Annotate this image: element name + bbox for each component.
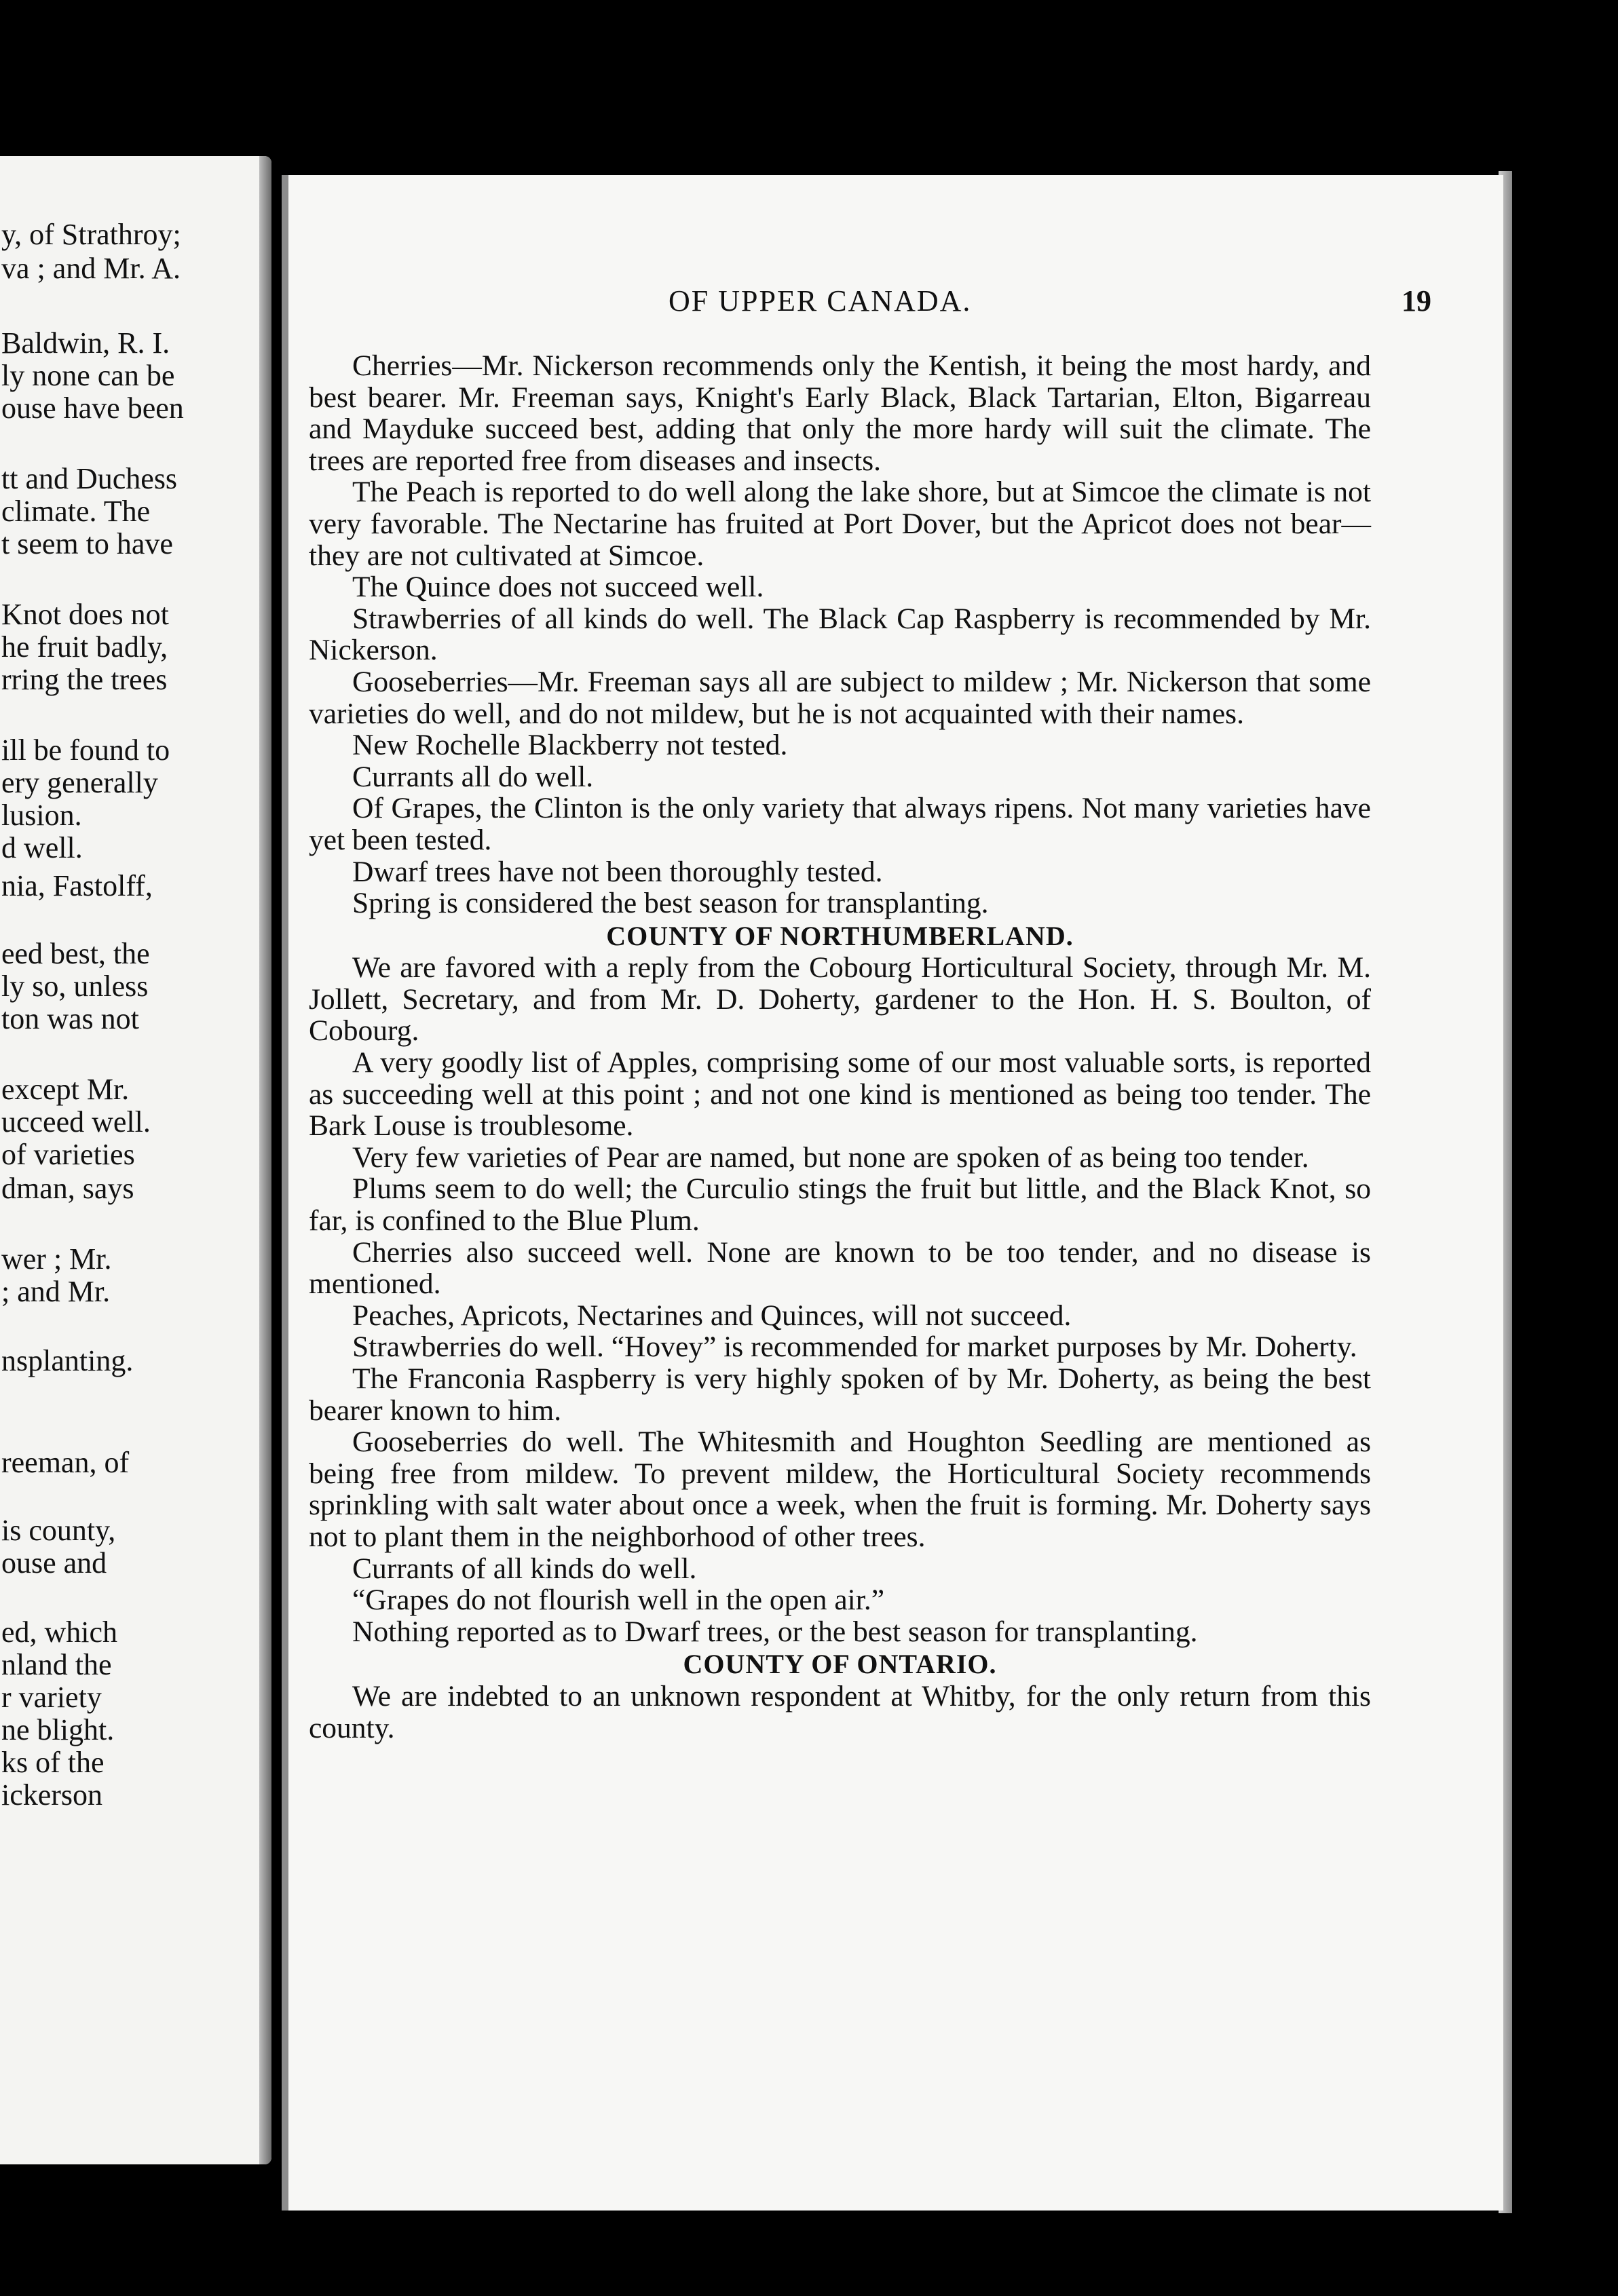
paragraph: Dwarf trees have not been thoroughly tested.	[352, 855, 883, 888]
left-page-line: he fruit badly,	[1, 630, 168, 664]
left-page-line: ks of the	[1, 1746, 105, 1779]
left-page-line: rring the trees	[1, 663, 168, 696]
left-page-line: except Mr.	[1, 1073, 130, 1106]
paragraph: A very goodly list of Apples, comprising some of our most valuable sorts, is reported as succeeding well at this point ; and not one kind is mentioned as being too tender. The Bark Louse is troublesome.	[309, 1046, 1371, 1143]
left-page-line: of varieties	[1, 1138, 135, 1171]
paragraph: Plums seem to do well; the Curculio stings the fruit but little, and the Black Knot, so far, is confined to the Blue Plum.	[309, 1172, 1371, 1238]
paragraph: We are favored with a reply from the Cobourg Horticultural Society, through Mr. M. Jollett, Secretary, and from Mr. D. Doherty, gardener to the Hon. H. S. Boulton, of Cobourg.	[309, 951, 1371, 1048]
left-page-line: d well.	[1, 831, 83, 864]
left-page-line: eed best, the	[1, 937, 150, 970]
right-page	[282, 175, 1503, 2211]
paragraph: “Grapes do not flourish well in the open air.”	[352, 1584, 884, 1617]
left-page-line: wer ; Mr.	[1, 1242, 112, 1276]
paragraph: Strawberries do well. “Hovey” is recommended for market purposes by Mr. Doherty.	[352, 1331, 1357, 1364]
left-page-line: r variety	[1, 1681, 102, 1714]
left-page-line: ly so, unless	[1, 970, 149, 1003]
left-page-line: va ; and Mr. A.	[1, 252, 181, 285]
section-heading-ontario: COUNTY OF ONTARIO.	[683, 1649, 997, 1680]
left-page-line: tt and Duchess	[1, 462, 178, 495]
page-header	[288, 284, 1503, 322]
left-page-line: ; and Mr.	[1, 1275, 111, 1308]
paragraph: Peaches, Apricots, Nectarines and Quinces, will not succeed.	[352, 1299, 1072, 1332]
book-gutter	[259, 156, 271, 2164]
paragraph: Cherries also succeed well. None are known to be too tender, and no disease is mentioned.	[309, 1236, 1371, 1301]
left-page-line: Baldwin, R. I.	[1, 326, 170, 360]
paragraph: Gooseberries do well. The Whitesmith and Houghton Seedling are mentioned as being free from mildew. To prevent mildew, the Horticultural Society recommends sprinkling with salt water about once a week, when the fruit is forming. Mr. Doherty says not to plant them in the neighborhood of other trees.	[309, 1426, 1371, 1553]
left-page-line: ery generally	[1, 766, 158, 799]
left-page-line: ouse and	[1, 1546, 107, 1580]
paragraph: We are indebted to an unknown respondent at Whitby, for the only return from this county.	[309, 1679, 1371, 1744]
left-page-line: y, of Strathroy;	[1, 218, 181, 251]
left-page-line: ton was not	[1, 1002, 139, 1035]
left-page-line: t seem to have	[1, 527, 173, 560]
running-head: OF UPPER CANADA.	[669, 284, 972, 318]
left-page-line: ed, which	[1, 1615, 118, 1649]
left-page	[0, 156, 271, 2164]
left-page-line: ouse have been	[1, 391, 184, 425]
paragraph: Nothing reported as to Dwarf trees, or the best season for transplanting.	[352, 1615, 1198, 1648]
paragraph: Gooseberries—Mr. Freeman says all are subject to mildew ; Mr. Nickerson that some varieties do well, and do not mildew, but he is not acquainted with their names.	[309, 665, 1371, 730]
paragraph: Spring is considered the best season for transplanting.	[352, 887, 989, 920]
left-page-line: reeman, of	[1, 1446, 130, 1479]
left-page-line: nsplanting.	[1, 1344, 134, 1377]
paragraph: New Rochelle Blackberry not tested.	[352, 729, 788, 762]
paragraph: Cherries—Mr. Nickerson recommends only the Kentish, it being the most hardy, and best bearer. Mr. Freeman says, Knight's Early Black, Black Tartarian, Elton, Bigarreau and Mayduke succeed best, adding that only the more hardy will suit the climate. The trees are reported free from diseases and insects.	[309, 349, 1371, 477]
left-page-line: nia, Fastolff,	[1, 869, 153, 902]
left-page-line: ill be found to	[1, 733, 170, 767]
left-page-line: ne blight.	[1, 1713, 115, 1746]
left-page-line: lusion.	[1, 799, 82, 832]
section-heading-northumberland: COUNTY OF NORTHUMBERLAND.	[606, 920, 1074, 951]
left-page-line: nland the	[1, 1648, 112, 1681]
left-page-line: Knot does not	[1, 598, 169, 631]
paragraph: Of Grapes, the Clinton is the only variety that always ripens. Not many varieties have yet been tested.	[309, 792, 1371, 856]
paragraph: The Peach is reported to do well along the lake shore, but at Simcoe the climate is not very favorable. The Nectarine has fruited at Port Dover, but the Apricot does not bear—they are not cultivated at Simcoe.	[309, 476, 1371, 572]
left-page-line: climate. The	[1, 495, 151, 528]
body-text	[309, 350, 1371, 1744]
left-page-line: dman, says	[1, 1172, 134, 1205]
paragraph: Strawberries of all kinds do well. The Black Cap Raspberry is recommended by Mr. Nickerson.	[309, 602, 1371, 667]
left-page-line: ucceed well.	[1, 1105, 151, 1139]
left-page-line: ickerson	[1, 1778, 103, 1812]
paragraph: The Quince does not succeed well.	[352, 571, 764, 604]
page-number: 19	[1401, 284, 1431, 318]
paragraph: The Franconia Raspberry is very highly spoken of by Mr. Doherty, as being the best bearer known to him.	[309, 1362, 1371, 1427]
left-page-line: ly none can be	[1, 359, 175, 392]
paragraph: Currants all do well.	[352, 760, 594, 793]
paragraph: Currants of all kinds do well.	[352, 1552, 697, 1585]
paragraph: Very few varieties of Pear are named, but none are spoken of as being too tender.	[352, 1141, 1309, 1174]
left-page-line: is county,	[1, 1514, 116, 1547]
